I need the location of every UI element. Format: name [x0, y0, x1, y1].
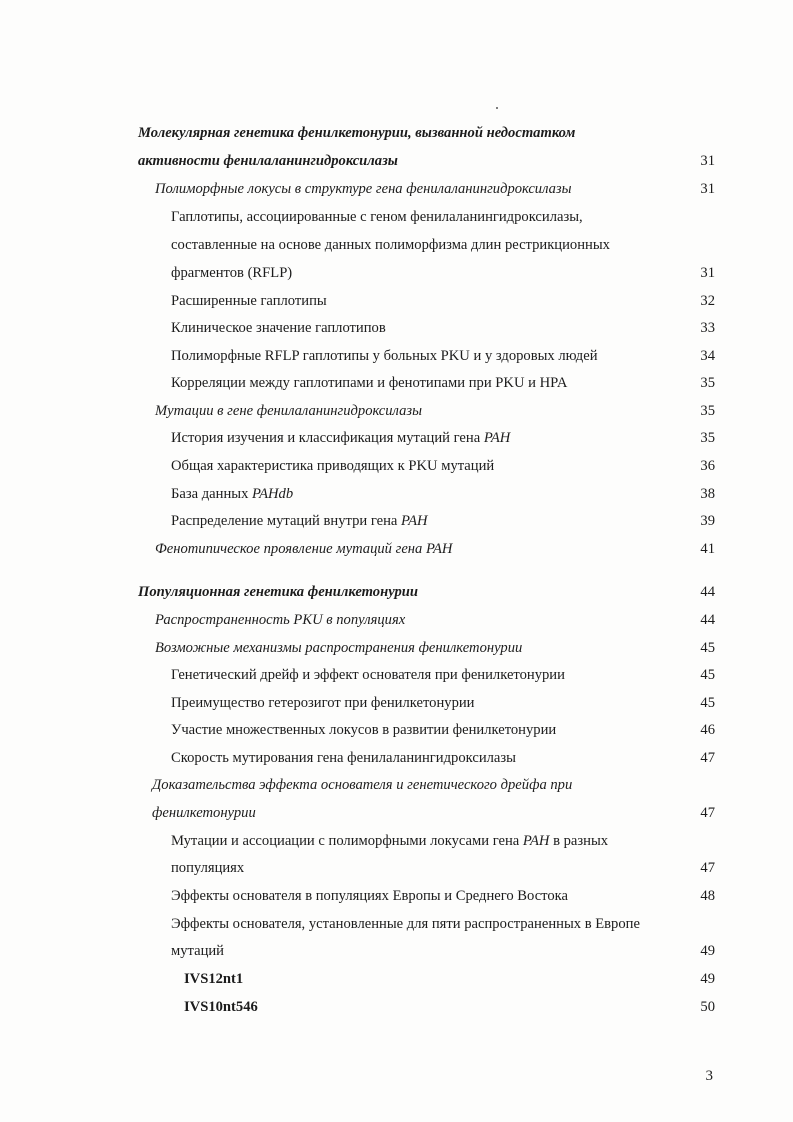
toc-entry-text: IVS10nt546: [184, 999, 258, 1015]
toc-entry-title: [171, 717, 556, 743]
toc-entry-text: Корреляции между гаплотипами и фенотипами при PKU и HPA: [171, 375, 568, 391]
toc-page-number: 47: [700, 750, 715, 766]
toc-entry: [0, 453, 793, 479]
toc-entry: [0, 772, 793, 798]
toc-entry-text: Мутации и ассоциации с полиморфными локусами гена: [171, 833, 520, 849]
toc-entry-title: [171, 232, 610, 258]
toc-entry-title: [171, 690, 474, 716]
toc-entry: [0, 204, 793, 230]
toc-entry-text: Распространенность PKU в популяциях: [155, 612, 406, 628]
toc-entry-text: Доказательства эффекта основателя и генетического дрейфа при: [152, 777, 573, 793]
toc-entry-title: [155, 398, 422, 424]
toc-entry: [0, 232, 793, 258]
gene-name: PAH: [483, 430, 511, 446]
toc-entry: [0, 635, 793, 661]
toc-entry: [0, 481, 793, 507]
toc-page-number: 31: [700, 181, 715, 197]
toc-entry: [0, 288, 793, 314]
toc-page-number: 49: [700, 971, 715, 987]
toc-entry-text: Молекулярная генетика фенилкетонурии, вызванной недостатком: [138, 125, 576, 141]
toc-page-number: 34: [700, 348, 715, 364]
toc-page-number: 35: [700, 403, 715, 419]
toc-entry: [0, 315, 793, 341]
toc-page-number: 47: [700, 860, 715, 876]
gene-name: PAH: [522, 833, 550, 849]
toc-entry-text: Генетический дрейф и эффект основателя при фенилкетонурии: [171, 667, 565, 683]
toc-entry-title: [152, 772, 572, 798]
toc-entry-title: [171, 508, 428, 534]
toc-entry-text-continued: в разных: [553, 833, 609, 849]
toc-entry: [0, 148, 793, 174]
toc-page-number: 47: [700, 805, 715, 821]
toc-entry: [0, 343, 793, 369]
toc-entry: [0, 938, 793, 964]
toc-entry: [0, 120, 793, 146]
toc-entry-title: [138, 120, 575, 146]
toc-entry-title: [171, 288, 327, 314]
toc-entry: [0, 536, 793, 562]
toc-page-number: 44: [700, 612, 715, 628]
toc-entry: [0, 398, 793, 424]
toc-page-number: 33: [700, 320, 715, 336]
toc-entry-title: [171, 425, 510, 451]
toc-page-number: 50: [700, 999, 715, 1015]
toc-entry: [0, 745, 793, 771]
toc-entry: [0, 828, 793, 854]
speck: [496, 107, 498, 109]
toc-entry: [0, 911, 793, 937]
toc-entry-text: популяциях: [171, 860, 245, 876]
toc-entry-text: фенилкетонурии: [152, 805, 256, 821]
toc-entry: [0, 579, 793, 605]
toc-entry-text: База данных: [171, 486, 249, 502]
toc-entry-title: [155, 536, 452, 562]
toc-page-number: 36: [700, 458, 715, 474]
toc-entry-text: Популяционная генетика фенилкетонурии: [138, 584, 419, 600]
toc-entry: [0, 717, 793, 743]
toc-entry-text: Распределение мутаций внутри гена: [171, 513, 398, 529]
toc-page-number: 49: [700, 943, 715, 959]
toc-entry-text: История изучения и классификация мутаций гена: [171, 430, 481, 446]
toc-page-number: 35: [700, 430, 715, 446]
toc-entry-text: Участие множественных локусов в развитии фенилкетонурии: [171, 722, 557, 738]
toc-entry-title: [155, 176, 572, 202]
toc-entry-title: [155, 635, 522, 661]
toc-entry-title: [171, 662, 565, 688]
toc-entry: [0, 662, 793, 688]
toc-page-number: 44: [700, 584, 715, 600]
toc-entry-text: Эффекты основателя, установленные для пяти распространенных в Европе: [171, 916, 640, 932]
toc-entry-text: IVS12nt1: [184, 971, 244, 987]
toc-entry-title: [171, 855, 244, 881]
toc-page-number: 48: [700, 888, 715, 904]
toc-entry: [0, 883, 793, 909]
toc-entry-title: [171, 883, 568, 909]
gene-name: PAH: [401, 513, 428, 529]
toc-entry-title: [171, 453, 494, 479]
toc-page-number: 46: [700, 722, 715, 738]
toc-entry-text: Фенотипическое проявление мутаций гена PAH: [155, 541, 453, 557]
toc-entry-text: Преимущество гетерозигот при фенилкетонурии: [171, 695, 475, 711]
toc-entry-title: [184, 966, 243, 992]
toc-page-number: 41: [700, 541, 715, 557]
toc-page-number: 31: [700, 265, 715, 281]
page-number: 3: [705, 1068, 713, 1084]
toc-entry-title: [138, 148, 398, 174]
toc-entry-text: Гаплотипы, ассоциированные с геном фенилаланингидроксилазы,: [171, 209, 583, 225]
toc-entry-title: [138, 579, 418, 605]
toc-entry-title: [171, 370, 567, 396]
toc-page-number: 35: [700, 375, 715, 391]
toc-entry-title: [171, 315, 386, 341]
toc-entry-title: [152, 800, 256, 826]
toc-entry: [0, 855, 793, 881]
toc-entry-title: [171, 911, 640, 937]
toc-entry-text: Эффекты основателя в популяциях Европы и Среднего Востока: [171, 888, 569, 904]
toc-entry-title: [155, 607, 405, 633]
toc-entry-title: [171, 343, 598, 369]
toc-entry-text: Мутации в гене фенилаланингидроксилазы: [155, 403, 422, 419]
toc-entry-title: [171, 745, 516, 771]
toc-entry-text: составленные на основе данных полиморфизма длин рестрикционных: [171, 237, 610, 253]
toc-page-number: 32: [700, 293, 715, 309]
toc-entry: [0, 800, 793, 826]
toc-page-number: 45: [700, 695, 715, 711]
toc-entry-text: Клиническое значение гаплотипов: [171, 320, 386, 336]
toc-entry: [0, 176, 793, 202]
toc-entry: [0, 607, 793, 633]
toc-entry-title: [184, 994, 258, 1020]
toc-entry-text: фрагментов (RFLP): [171, 265, 293, 281]
toc-entry-title: [171, 204, 583, 230]
toc-entry-text: Полиморфные локусы в структуре гена фенилаланингидроксилазы: [155, 181, 572, 197]
toc-entry: [0, 994, 793, 1020]
toc-entry-text: Скорость мутирования гена фенилаланингидроксилазы: [171, 750, 516, 766]
toc-page-number: 45: [700, 640, 715, 656]
toc-entry: [0, 690, 793, 716]
toc-page-number: 39: [700, 513, 715, 529]
toc-page-number: 38: [700, 486, 715, 502]
toc-entry-text: мутаций: [171, 943, 224, 959]
toc-entry-title: [171, 828, 608, 854]
toc-entry: [0, 370, 793, 396]
toc-page-number: 31: [700, 153, 715, 169]
toc-entry-title: [171, 481, 293, 507]
toc-entry: [0, 425, 793, 451]
toc-entry-title: [171, 938, 224, 964]
toc-entry: [0, 260, 793, 286]
toc-entry: [0, 966, 793, 992]
toc-entry-text: Возможные механизмы распространения фенилкетонурии: [155, 640, 523, 656]
toc-entry-text: Полиморфные RFLP гаплотипы у больных PKU и у здоровых людей: [171, 348, 598, 364]
toc-page-number: 45: [700, 667, 715, 683]
toc-entry-title: [171, 260, 292, 286]
gene-name: PAHdb: [252, 486, 294, 502]
toc-entry-text: Расширенные гаплотипы: [171, 293, 327, 309]
toc-entry-text: Общая характеристика приводящих к PKU мутаций: [171, 458, 495, 474]
toc-entry: [0, 508, 793, 534]
toc-entry-text: активности фенилаланингидроксилазы: [138, 153, 398, 169]
